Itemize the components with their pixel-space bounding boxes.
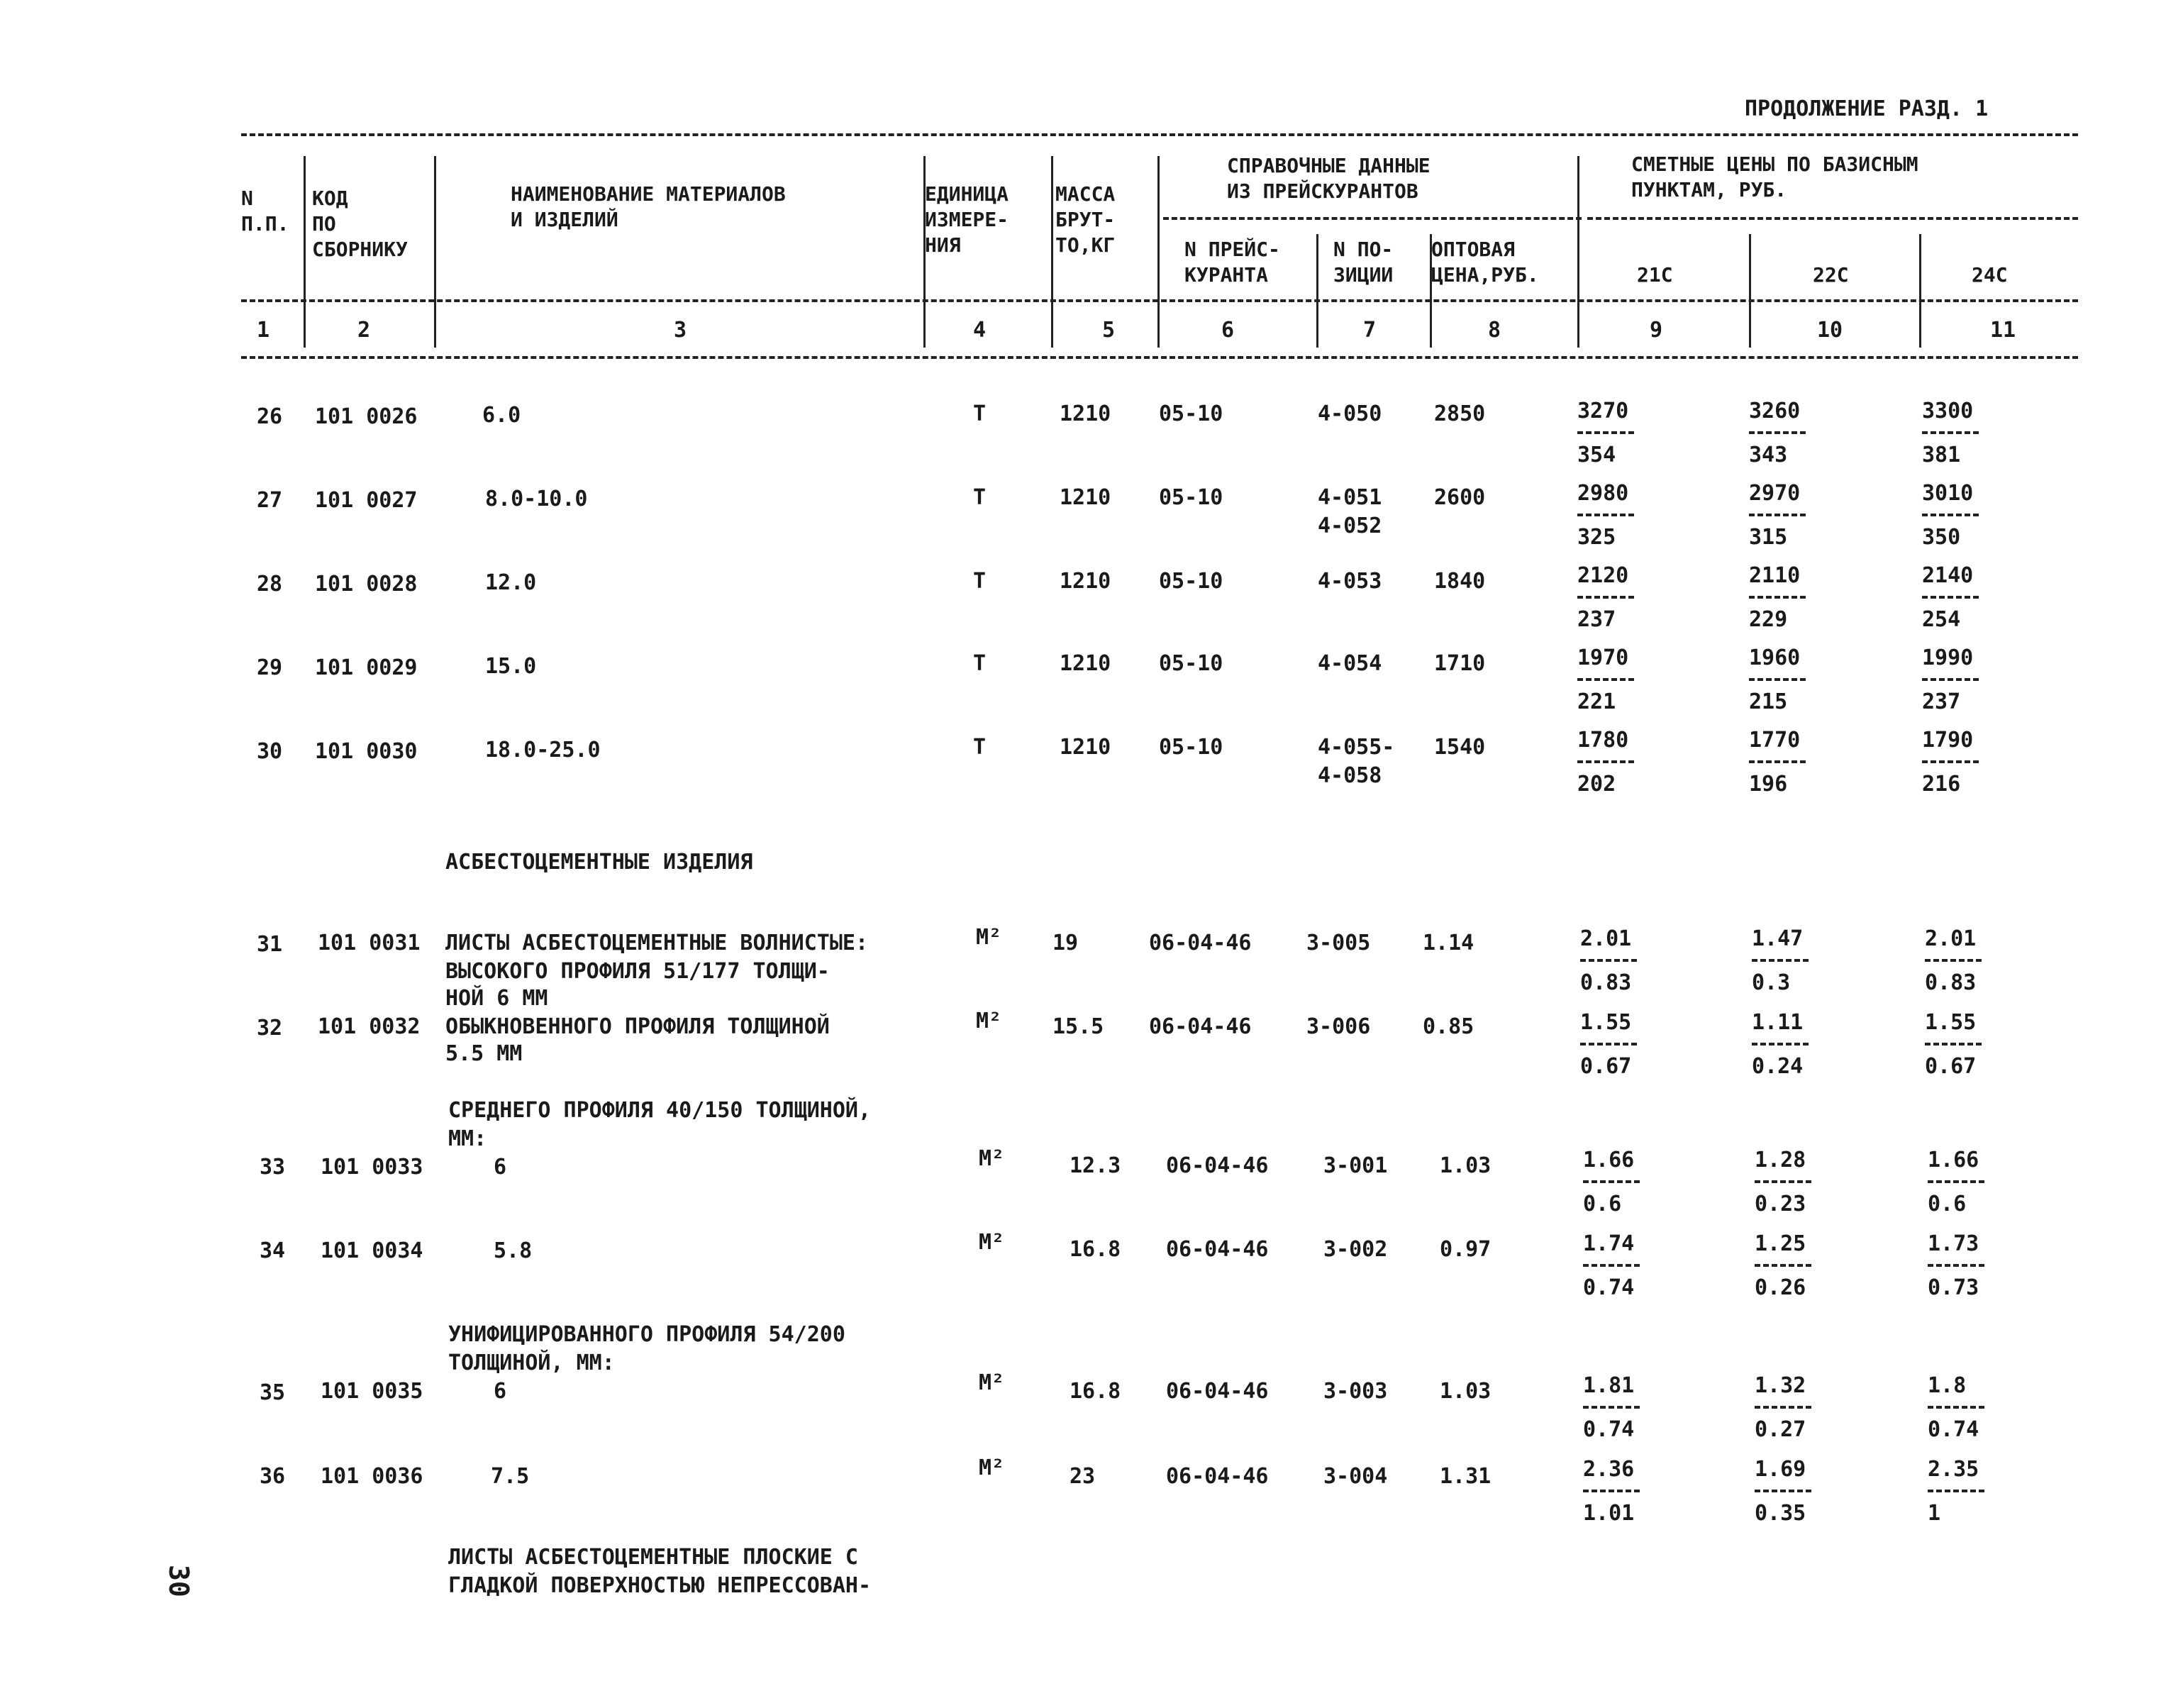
section-title: АСБЕСТОЦЕМЕНТНЫЕ ИЗДЕЛИЯ	[445, 850, 753, 875]
price-22c: 2110 229	[1749, 562, 1848, 634]
price-24c: 2.35 1	[1928, 1455, 2027, 1528]
header-col-7: N ПО- ЗИЦИИ	[1333, 238, 1394, 287]
price-21c: 2980 325	[1577, 479, 1677, 552]
column-number: 1	[257, 318, 270, 343]
column-number: 7	[1363, 318, 1377, 343]
price-22c: 1.28 0.23	[1755, 1146, 1854, 1219]
header-divider	[1919, 234, 1921, 348]
header-divider	[1577, 156, 1579, 348]
price-22c: 1960 215	[1749, 644, 1848, 716]
column-number: 5	[1102, 318, 1116, 343]
header-divider	[304, 156, 306, 348]
price-21c: 2.01 0.83	[1580, 925, 1679, 997]
header-divider	[1051, 156, 1053, 348]
price-22c: 1.69 0.35	[1755, 1455, 1854, 1528]
header-col-1: N П.П.	[241, 187, 289, 235]
header-reference-group: СПРАВОЧНЫЕ ДАННЫЕ ИЗ ПРЕЙСКУРАНТОВ	[1227, 154, 1431, 203]
price-24c: 2140 254	[1922, 562, 2021, 634]
price-22c: 2970 315	[1749, 479, 1848, 552]
price-21c: 1970 221	[1577, 644, 1677, 716]
price-21c: 1.66 0.6	[1583, 1146, 1682, 1219]
price-24c: 3010 350	[1922, 479, 2021, 552]
price-24c: 1.8 0.74	[1928, 1372, 2027, 1444]
column-number: 10	[1817, 318, 1843, 343]
header-col-10: 22С	[1813, 263, 1849, 287]
price-24c: 2.01 0.83	[1925, 925, 2024, 997]
column-number: 3	[674, 318, 687, 343]
price-24c: 1.73 0.73	[1928, 1230, 2027, 1302]
header-col-8: ОПТОВАЯ ЦЕНА,РУБ.	[1431, 238, 1539, 287]
price-22c: 1770 196	[1749, 726, 1848, 799]
price-21c: 2120 237	[1577, 562, 1677, 634]
column-number: 4	[973, 318, 987, 343]
header-col-9: 21С	[1637, 263, 1673, 287]
price-22c: 1.11 0.24	[1752, 1009, 1851, 1081]
column-number: 2	[357, 318, 371, 343]
header-price-group: СМЕТНЫЕ ЦЕНЫ ПО БАЗИСНЫМ ПУНКТАМ, РУБ.	[1631, 152, 1918, 201]
price-24c: 1790 216	[1922, 726, 2021, 799]
header-divider	[1430, 234, 1432, 348]
header-col-6: N ПРЕЙС- КУРАНТА	[1184, 238, 1280, 287]
table-top-rule	[241, 133, 2078, 136]
price-21c: 1.55 0.67	[1580, 1009, 1679, 1081]
header-col-3: НАИМЕНОВАНИЕ МАТЕРИАЛОВ И ИЗДЕЛИЙ	[511, 182, 786, 231]
column-number: 6	[1221, 318, 1235, 343]
price-21c: 2.36 1.01	[1583, 1455, 1682, 1528]
header-divider	[1157, 156, 1160, 348]
header-subgroup-rule	[1163, 217, 1582, 220]
header-divider	[1316, 234, 1318, 348]
price-22c: 1.32 0.27	[1755, 1372, 1854, 1444]
column-number: 8	[1488, 318, 1501, 343]
price-21c: 3270 354	[1577, 397, 1677, 470]
header-col-4: ЕДИНИЦА ИЗМЕРЕ- НИЯ	[925, 182, 1009, 257]
header-divider	[1749, 234, 1751, 348]
price-24c: 1990 237	[1922, 644, 2021, 716]
price-24c: 1.66 0.6	[1928, 1146, 2027, 1219]
header-divider	[923, 156, 926, 348]
header-divider	[434, 156, 436, 348]
page-header: ПРОДОЛЖЕНИЕ РАЗД. 1	[1745, 96, 1989, 121]
price-22c: 3260 343	[1749, 397, 1848, 470]
header-bottom-rule	[241, 299, 2078, 302]
price-21c: 1.74 0.74	[1583, 1230, 1682, 1302]
price-22c: 1.25 0.26	[1755, 1230, 1854, 1302]
page-number: 30	[163, 1565, 194, 1597]
header-col-5: МАССА БРУТ- ТО,КГ	[1055, 182, 1116, 257]
price-24c: 3300 381	[1922, 397, 2021, 470]
header-price-subrule	[1587, 217, 2078, 220]
price-22c: 1.47 0.3	[1752, 925, 1851, 997]
price-21c: 1780 202	[1577, 726, 1677, 799]
price-21c: 1.81 0.74	[1583, 1372, 1682, 1444]
column-numbers-bottom-rule	[241, 356, 2078, 359]
header-col-2: КОД ПО СБОРНИКУ	[312, 187, 408, 261]
column-number: 11	[1990, 318, 2016, 343]
price-24c: 1.55 0.67	[1925, 1009, 2024, 1081]
column-number: 9	[1650, 318, 1663, 343]
header-col-11: 24С	[1972, 263, 2008, 287]
